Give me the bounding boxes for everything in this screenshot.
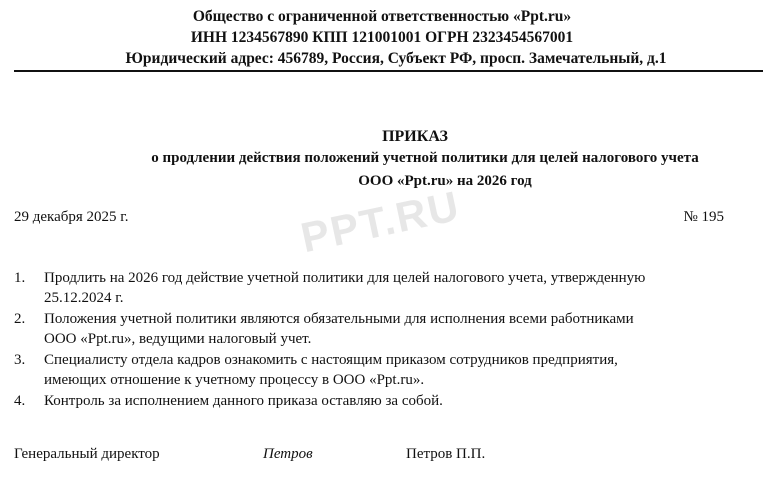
signatory-name: Петров П.П.: [406, 446, 486, 462]
item-number: 3.: [14, 352, 26, 368]
item-text-line-2: имеющих отношение к учетному процессу в ООО «Ppt.ru».: [44, 372, 425, 388]
item-text-line-1: Продлить на 2026 год действие учетной политики для целей налогового учета, утвержденную: [44, 270, 646, 286]
order-subject-line-2: ООО «Ppt.ru» на 2026 год: [358, 173, 532, 189]
list-item: [14, 309, 754, 349]
list-item: [14, 350, 754, 390]
signature: Петров: [263, 446, 313, 462]
order-title: ПРИКАЗ: [382, 128, 448, 145]
header-divider: [14, 70, 763, 72]
order-number: № 195: [683, 209, 724, 225]
item-text-line-1: Специалисту отдела кадров ознакомить с настоящим приказом сотрудников предприятия,: [44, 352, 618, 368]
order-subject-line-1: о продлении действия положений учетной политики для целей налогового учета: [151, 150, 699, 166]
signatory-role: Генеральный директор: [14, 446, 160, 462]
list-item: [14, 268, 754, 308]
watermark: PPT.RU: [296, 181, 465, 262]
company-address: Юридический адрес: 456789, Россия, Субъект РФ, просп. Замечательный, д.1: [125, 50, 667, 67]
order-items: [14, 268, 754, 412]
company-name: Общество с ограниченной ответственностью «Ppt.ru»: [192, 8, 572, 25]
item-text-line-2: 25.12.2024 г.: [44, 290, 124, 306]
item-text-line-1: Положения учетной политики являются обязательными для исполнения всеми работниками: [44, 311, 634, 327]
item-number: 2.: [14, 311, 26, 327]
item-text-line-1: Контроль за исполнением данного приказа оставляю за собой.: [44, 393, 443, 409]
item-number: 4.: [14, 393, 26, 409]
item-text-line-2: ООО «Ppt.ru», ведущими налоговый учет.: [44, 331, 312, 347]
order-date: 29 декабря 2025 г.: [14, 209, 129, 225]
list-item: [14, 391, 754, 411]
company-registration: ИНН 1234567890 КПП 121001001 ОГРН 2323454567001: [190, 29, 574, 46]
item-number: 1.: [14, 270, 26, 286]
